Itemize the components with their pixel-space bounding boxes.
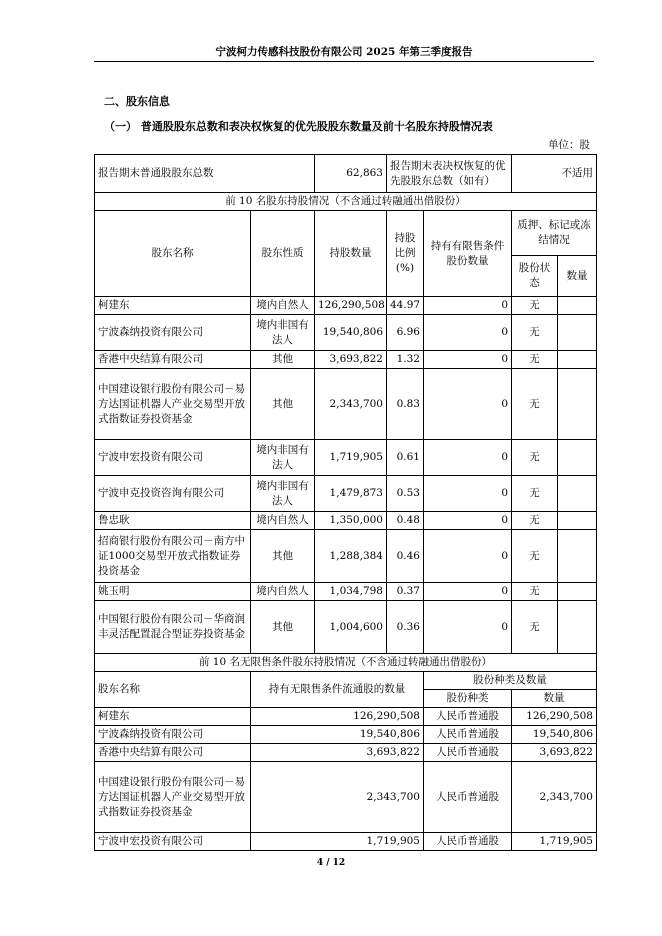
pledge-status: 无 xyxy=(512,601,558,654)
shareholder-nature: 其他 xyxy=(251,601,315,654)
share-ratio: 0.53 xyxy=(387,476,424,512)
section-title: 二、股东信息 xyxy=(104,95,170,108)
col-header-pledge-status: 股份状态 xyxy=(512,256,558,297)
pledge-qty xyxy=(558,583,597,601)
share-class: 人民币普通股 xyxy=(424,726,512,744)
share-class-qty: 126,290,508 xyxy=(512,708,597,726)
restricted-shares: 0 xyxy=(424,297,512,315)
table-row xyxy=(95,762,597,833)
table-row xyxy=(95,476,597,512)
page-number: 4 / 12 xyxy=(316,858,346,868)
pledge-qty xyxy=(558,369,597,440)
shareholder-name: 宁波森纳投资有限公司 xyxy=(95,315,251,351)
share-class-qty: 19,540,806 xyxy=(512,726,597,744)
share-class: 人民币普通股 xyxy=(424,744,512,762)
shares-held: 1,034,798 xyxy=(315,583,387,601)
pledge-qty xyxy=(558,512,597,530)
shareholder-name: 姚玉明 xyxy=(95,583,251,601)
shareholder-name: 鲁忠耿 xyxy=(95,512,251,530)
unrestricted-title-row xyxy=(95,654,597,672)
shareholder-nature: 境内非国有法人 xyxy=(251,476,315,512)
shareholder-name: 柯建东 xyxy=(95,708,251,726)
shareholder-nature: 境内自然人 xyxy=(251,297,315,315)
shares-held: 1,719,905 xyxy=(315,440,387,476)
unrestricted-qty: 1,719,905 xyxy=(251,833,424,851)
col-header-restricted: 持有有限售条件股份数量 xyxy=(424,211,512,297)
summary-row xyxy=(95,155,597,193)
table-row xyxy=(95,583,597,601)
table-row xyxy=(95,833,597,851)
share-ratio: 6.96 xyxy=(387,315,424,351)
table-row xyxy=(95,440,597,476)
col-header-nature: 股东性质 xyxy=(251,211,315,297)
share-ratio: 0.48 xyxy=(387,512,424,530)
pledge-qty xyxy=(558,297,597,315)
pledge-status: 无 xyxy=(512,351,558,369)
share-ratio: 0.36 xyxy=(387,601,424,654)
u-col-header-class-qty: 数量 xyxy=(512,690,597,708)
share-class: 人民币普通股 xyxy=(424,708,512,726)
shares-held: 1,350,000 xyxy=(315,512,387,530)
common-holders-label: 报告期末普通股股东总数 xyxy=(95,155,315,193)
unrestricted-qty: 2,343,700 xyxy=(251,762,424,833)
shareholder-name: 宁波申克投资咨询有限公司 xyxy=(95,476,251,512)
pledge-status: 无 xyxy=(512,297,558,315)
common-holders-value: 62,863 xyxy=(315,155,387,193)
u-col-header-qty: 持有无限售条件流通股的数量 xyxy=(251,672,424,708)
subsection-title: （一） 普通股股东总数和表决权恢复的优先股股东数量及前十名股东持股情况表 xyxy=(104,120,493,133)
shareholder-table xyxy=(94,154,597,851)
table-row xyxy=(95,708,597,726)
shareholder-nature: 其他 xyxy=(251,369,315,440)
unrestricted-title: 前 10 名无限售条件股东持股情况（不含通过转融通出借股份） xyxy=(95,654,597,672)
table-row xyxy=(95,530,597,583)
shares-held: 126,290,508 xyxy=(315,297,387,315)
col-header-name: 股东名称 xyxy=(95,211,251,297)
pledge-status: 无 xyxy=(512,440,558,476)
shares-held: 1,288,384 xyxy=(315,530,387,583)
share-ratio: 44.97 xyxy=(387,297,424,315)
share-ratio: 1.32 xyxy=(387,351,424,369)
pledge-status: 无 xyxy=(512,530,558,583)
table-row xyxy=(95,601,597,654)
pledge-qty xyxy=(558,351,597,369)
table-row xyxy=(95,315,597,351)
u-col-header-name: 股东名称 xyxy=(95,672,251,708)
u-col-header-class: 股份种类 xyxy=(424,690,512,708)
share-ratio: 0.37 xyxy=(387,583,424,601)
restricted-shares: 0 xyxy=(424,315,512,351)
shareholder-nature: 境内自然人 xyxy=(251,512,315,530)
shares-held: 1,479,873 xyxy=(315,476,387,512)
shares-held: 19,540,806 xyxy=(315,315,387,351)
shareholder-nature: 其他 xyxy=(251,530,315,583)
table-row xyxy=(95,512,597,530)
shares-held: 1,004,600 xyxy=(315,601,387,654)
restricted-shares: 0 xyxy=(424,351,512,369)
pledge-status: 无 xyxy=(512,315,558,351)
table-row xyxy=(95,297,597,315)
pledge-status: 无 xyxy=(512,369,558,440)
shareholder-name: 中国建设银行股份有限公司－易方达国证机器人产业交易型开放式指数证券投资基金 xyxy=(95,762,251,833)
share-class-qty: 1,719,905 xyxy=(512,833,597,851)
col-header-pledge-qty: 数量 xyxy=(558,256,597,297)
shares-held: 3,693,822 xyxy=(315,351,387,369)
preferred-holders-value: 不适用 xyxy=(512,155,597,193)
unrestricted-header-row xyxy=(95,672,597,690)
shareholder-name: 招商银行股份有限公司－南方中证1000交易型开放式指数证券投资基金 xyxy=(95,530,251,583)
shareholder-name: 宁波森纳投资有限公司 xyxy=(95,726,251,744)
preferred-holders-label: 报告期末表决权恢复的优先股股东总数（如有） xyxy=(387,155,512,193)
unit-label: 单位：股 xyxy=(548,139,590,151)
shareholder-nature: 境内非国有法人 xyxy=(251,315,315,351)
share-class: 人民币普通股 xyxy=(424,762,512,833)
unrestricted-qty: 19,540,806 xyxy=(251,726,424,744)
u-col-header-class-group: 股份种类及数量 xyxy=(424,672,597,690)
share-ratio: 0.83 xyxy=(387,369,424,440)
table-row xyxy=(95,744,597,762)
restricted-shares: 0 xyxy=(424,512,512,530)
top10-title-row xyxy=(95,193,597,211)
pledge-qty xyxy=(558,440,597,476)
col-header-pledge: 质押、标记或冻结情况 xyxy=(512,211,597,256)
page-header: 宁波柯力传感科技股份有限公司 2025 年第三季度报告 xyxy=(215,46,473,58)
col-header-ratio: 持股比例(%) xyxy=(387,211,424,297)
shareholder-nature: 其他 xyxy=(251,351,315,369)
restricted-shares: 0 xyxy=(424,601,512,654)
restricted-shares: 0 xyxy=(424,369,512,440)
shareholder-name: 柯建东 xyxy=(95,297,251,315)
shares-held: 2,343,700 xyxy=(315,369,387,440)
pledge-qty xyxy=(558,530,597,583)
pledge-status: 无 xyxy=(512,476,558,512)
top10-header-row xyxy=(95,211,597,256)
share-ratio: 0.61 xyxy=(387,440,424,476)
shareholder-name: 香港中央结算有限公司 xyxy=(95,744,251,762)
shareholder-name: 宁波申宏投资有限公司 xyxy=(95,833,251,851)
col-header-shares: 持股数量 xyxy=(315,211,387,297)
share-class: 人民币普通股 xyxy=(424,833,512,851)
top10-title: 前 10 名股东持股情况（不含通过转融通出借股份） xyxy=(95,193,597,211)
table-row xyxy=(95,369,597,440)
shareholder-name: 宁波申宏投资有限公司 xyxy=(95,440,251,476)
shareholder-nature: 境内非国有法人 xyxy=(251,440,315,476)
pledge-qty xyxy=(558,601,597,654)
table-row xyxy=(95,726,597,744)
restricted-shares: 0 xyxy=(424,583,512,601)
pledge-status: 无 xyxy=(512,583,558,601)
pledge-qty xyxy=(558,476,597,512)
share-class-qty: 3,693,822 xyxy=(512,744,597,762)
restricted-shares: 0 xyxy=(424,530,512,583)
restricted-shares: 0 xyxy=(424,440,512,476)
shareholder-name: 香港中央结算有限公司 xyxy=(95,351,251,369)
shareholder-nature: 境内自然人 xyxy=(251,583,315,601)
shareholder-name: 中国建设银行股份有限公司－易方达国证机器人产业交易型开放式指数证券投资基金 xyxy=(95,369,251,440)
pledge-status: 无 xyxy=(512,512,558,530)
unrestricted-qty: 126,290,508 xyxy=(251,708,424,726)
table-row xyxy=(95,351,597,369)
share-ratio: 0.46 xyxy=(387,530,424,583)
header-rule xyxy=(94,61,594,62)
restricted-shares: 0 xyxy=(424,476,512,512)
shareholder-name: 中国银行股份有限公司－华商润丰灵活配置混合型证券投资基金 xyxy=(95,601,251,654)
unrestricted-qty: 3,693,822 xyxy=(251,744,424,762)
share-class-qty: 2,343,700 xyxy=(512,762,597,833)
pledge-qty xyxy=(558,315,597,351)
